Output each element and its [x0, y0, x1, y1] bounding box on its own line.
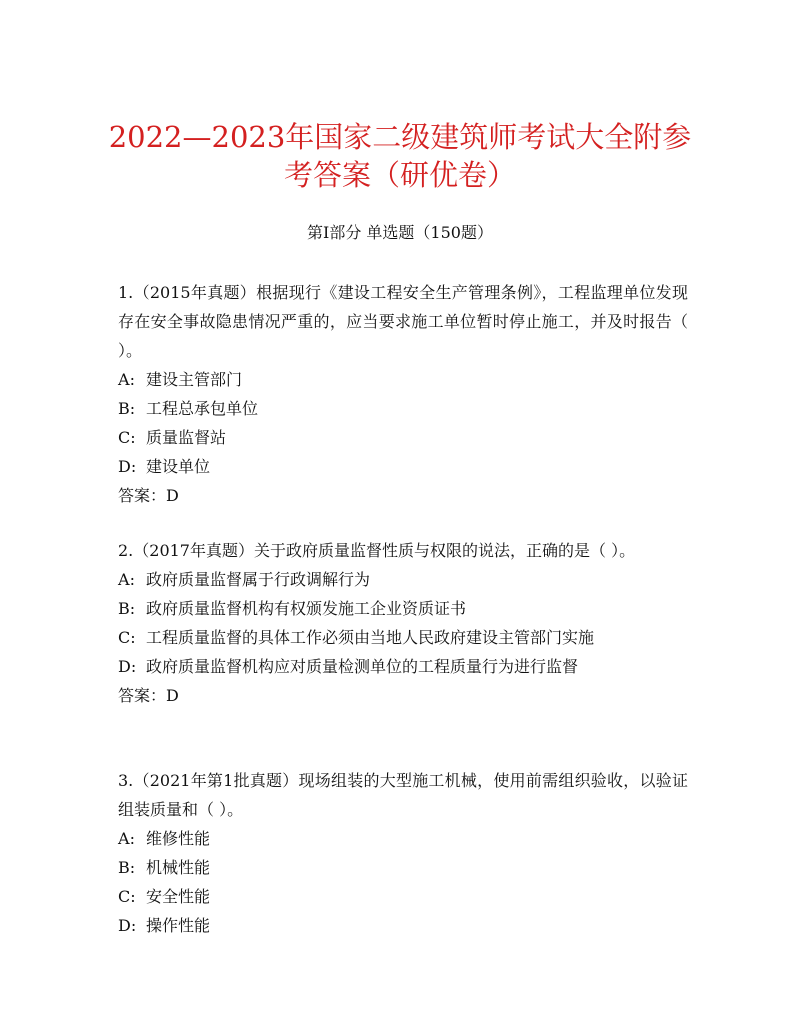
option-key: B :	[118, 394, 146, 423]
question-stem: 3.（2021年第1批真题）现场组装的大型施工机械，使用前需组织验收，以验证组装质量和（ ）。	[118, 771, 688, 819]
option-key: C :	[118, 882, 146, 911]
answer-label: 答案 ：	[118, 686, 166, 705]
option-key: C :	[118, 623, 146, 652]
answer-value: D	[166, 486, 179, 505]
option-key: A :	[118, 365, 146, 394]
document-title: 2022—2023年国家二级建筑师考试大全附参考答案（研优卷）	[108, 120, 692, 192]
option-text: 建设主管部门	[146, 370, 243, 389]
option-text: 工程总承包单位	[146, 399, 259, 418]
option-d	[118, 652, 688, 681]
option-key: B :	[118, 594, 146, 623]
option-text: 质量监督站	[146, 428, 227, 447]
option-d	[118, 452, 688, 481]
option-b	[118, 394, 688, 423]
answer-line	[118, 481, 688, 510]
question-3	[118, 766, 688, 940]
option-c	[118, 623, 688, 652]
option-key: A :	[118, 824, 146, 853]
option-text: 建设单位	[146, 457, 211, 476]
option-c	[118, 882, 688, 911]
option-key: A :	[118, 565, 146, 594]
option-text: 维修性能	[146, 829, 211, 848]
answer-value: D	[166, 686, 179, 705]
question-stem: 2.（2017年真题）关于政府质量监督性质与权限的说法，正确的是（ ）。	[118, 541, 636, 560]
option-text: 工程质量监督的具体工作必须由当地人民政府建设主管部门实施	[146, 628, 595, 647]
answer-line	[118, 681, 688, 710]
option-a	[118, 565, 688, 594]
option-c	[118, 423, 688, 452]
section-heading: 第I部分 单选题（150题）	[307, 223, 493, 242]
option-key: D :	[118, 911, 146, 940]
option-text: 政府质量监督机构应对质量检测单位的工程质量行为进行监督	[146, 657, 579, 676]
option-text: 机械性能	[146, 858, 211, 877]
option-key: B :	[118, 853, 146, 882]
option-a	[118, 365, 688, 394]
answer-label: 答案 ：	[118, 486, 166, 505]
option-text: 操作性能	[146, 916, 211, 935]
option-d	[118, 911, 688, 940]
option-key: D :	[118, 452, 146, 481]
option-a	[118, 824, 688, 853]
question-1	[118, 278, 688, 510]
option-text: 政府质量监督属于行政调解行为	[146, 570, 371, 589]
option-key: D :	[118, 652, 146, 681]
question-2	[118, 536, 688, 710]
option-b	[118, 853, 688, 882]
option-key: C :	[118, 423, 146, 452]
question-stem: 1.（2015年真题）根据现行《建设工程安全生产管理条例》，工程监理单位发现存在安全事故隐患情况严重的，应当要求施工单位暂时停止施工，并及时报告（ ）。	[118, 283, 688, 360]
option-b	[118, 594, 688, 623]
option-text: 安全性能	[146, 887, 211, 906]
option-text: 政府质量监督机构有权颁发施工企业资质证书	[146, 599, 467, 618]
